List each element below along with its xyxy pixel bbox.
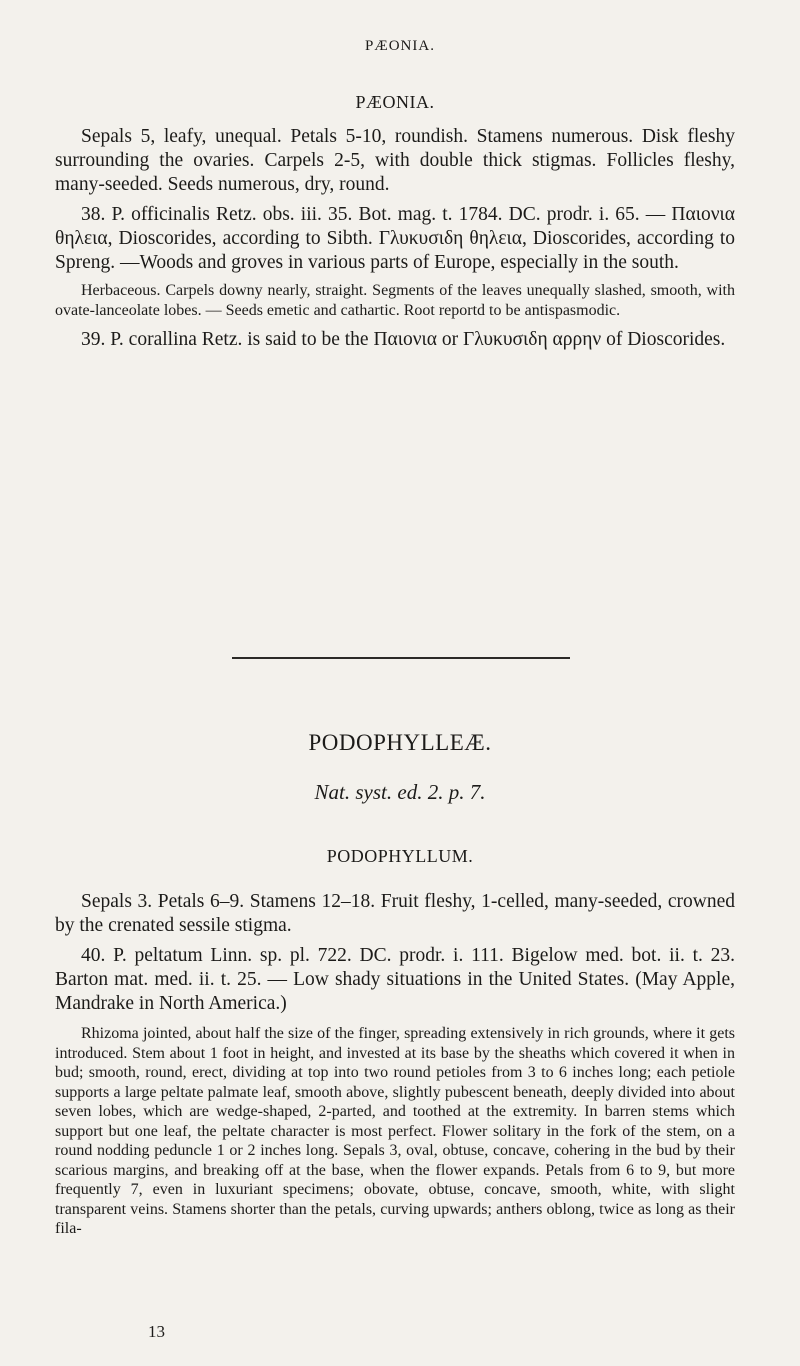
podophyllum-character: Sepals 3. Petals 6–9. Stamens 12–18. Fruit fleshy, 1-celled, many-seeded, crowned by the crenated sessile stigma. bbox=[55, 891, 735, 936]
species-39: 39. P. corallina Retz. is said to be the Παιονια or Γλυκυσιδη αρρην of Dioscorides. bbox=[81, 329, 726, 350]
podophyllum-section bbox=[55, 890, 735, 1239]
genus-title-podophyllum: PODOPHYLLUM. bbox=[326, 846, 474, 866]
species-38-description: Herbaceous. Carpels downy nearly, straight. Segments of the leaves unequally slashed, smooth, with ovate-lanceolate lobes. — Seeds emetic and cathartic. Root reportd to be antispasmodic. bbox=[55, 282, 735, 319]
section-divider bbox=[232, 657, 570, 659]
genus-title-paeonia: PÆONIA. bbox=[355, 92, 435, 112]
page-number: 13 bbox=[148, 1322, 165, 1341]
family-title: PODOPHYLLEÆ. bbox=[308, 730, 492, 755]
family-reference: Nat. syst. ed. 2. p. 7. bbox=[314, 780, 486, 804]
paeonia-section bbox=[55, 92, 735, 352]
species-40: 40. P. peltatum Linn. sp. pl. 722. DC. prodr. i. 111. Bigelow med. bot. ii. t. 23. Barton mat. med. ii. t. 25. — Low shady situations in the United States. (May Apple, Mandrake in North America.) bbox=[55, 945, 735, 1014]
species-40-description: Rhizoma jointed, about half the size of the finger, spreading extensively in rich grounds, where it gets introduced. Stem about 1 foot in height, and invested at its base by the sheaths which covered it when in bud; smooth, round, erect, dividing at top into two round petioles from 3 to 6 inches long; each petiole supports a large peltate palmate leaf, smooth above, slightly pubescent beneath, deeply divided into about seven lobes, which are wedge-shaped, 2-parted, and toothed at the extremity. In barren stems which support but one leaf, the peltate character is most perfect. Flower solitary in the fork of the stem, on a round nodding peduncle 1 or 2 inches long. Sepals 3, oval, obtuse, concave, cohering in the bud by their scarious margins, and breaking off at the base, when the flower expands. Petals from 6 to 9, but more frequently 7, even in luxuriant specimens; obovate, obtuse, concave, smooth, white, with slight transparent veins. Stamens shorter than the petals, curving upwards; anthers oblong, twice as long as their fila- bbox=[55, 1025, 735, 1237]
species-38: 38. P. officinalis Retz. obs. iii. 35. Bot. mag. t. 1784. DC. prodr. i. 65. — Παιονια θηλεια, Dioscorides, according to Sibth. Γλυκυσιδη θηλεια, Dioscorides, according to Spreng. —Woods and groves in various parts of Europe, especially in the south. bbox=[55, 204, 735, 273]
paeonia-character: Sepals 5, leafy, unequal. Petals 5-10, roundish. Stamens numerous. Disk fleshy surrounding the ovaries. Carpels 2-5, with double thick stigmas. Follicles fleshy, many-seeded. Seeds numerous, dry, round. bbox=[55, 126, 735, 195]
running-head: PÆONIA. bbox=[365, 38, 435, 54]
